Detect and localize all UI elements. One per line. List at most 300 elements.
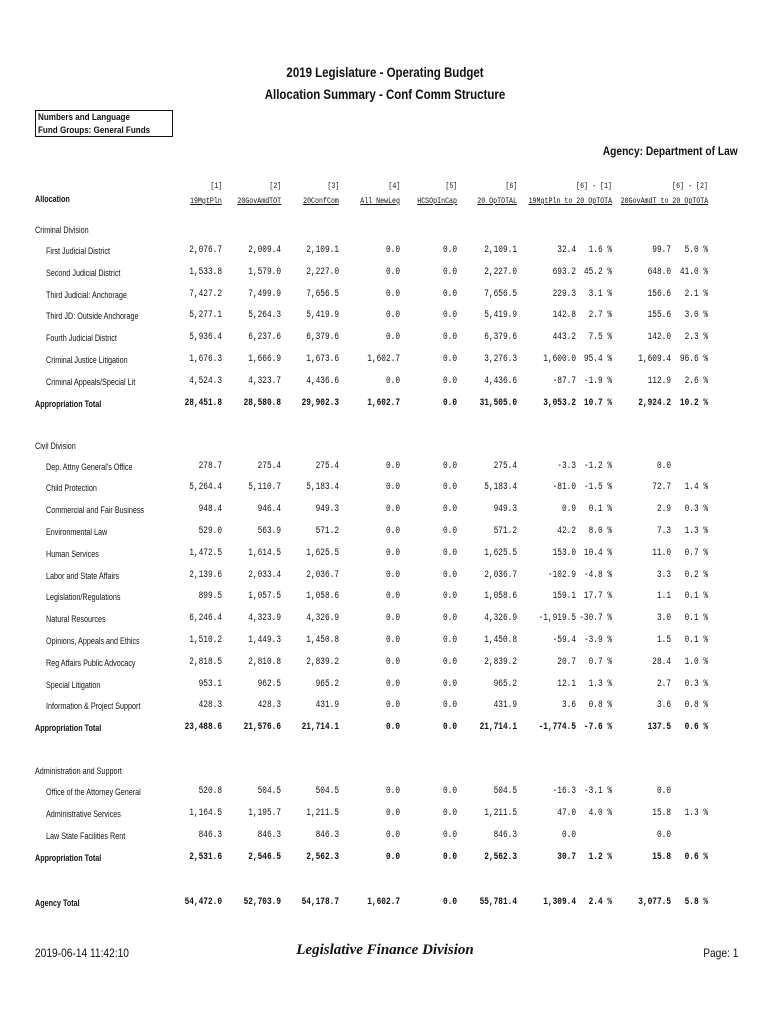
row-value: 948.4 [198,504,222,516]
row-value: 0.0 [385,245,400,256]
row-value: 0.0 [385,786,400,798]
row-value: 2,009.4 [248,245,281,256]
row-value: 0.0 [442,460,457,472]
header-col-name: 19MgtPln [190,196,222,206]
row-value: 4,326.9 [484,613,517,625]
header-col-index: [6] - [2] [672,181,708,191]
row-value: 1,058.6 [306,591,339,603]
appropriation-total-value: 0.6 % [684,851,708,863]
agency-total-value: 3,077.5 [638,897,671,908]
row-label: Child Protection [46,483,97,494]
row-value: 962.5 [257,678,281,690]
header-col-index: [6] [505,181,517,191]
appropriation-total-value: 15.8 [652,851,671,863]
row-value: 2,227.0 [484,266,517,278]
row-value: -16.3 [552,786,576,798]
row-label: Commercial and Fair Business [46,505,145,516]
header-col-name: HCSOpInCap [417,196,457,206]
row-value: 0.0 [656,786,671,798]
row-value: -87.7 [552,375,576,387]
row-label: Human Services [46,548,99,559]
row-value: 0.0 [442,678,457,690]
appropriation-total-value: 0.0 [385,722,400,734]
row-value: 5,277.1 [189,310,222,322]
appropriation-total-value: 21,576.6 [243,722,281,734]
row-value: 0.8 % [684,700,708,712]
row-value: 7.3 [656,526,671,537]
agency-total-value: 55,781.4 [479,897,517,908]
row-value: 0.7 % [588,656,612,668]
row-value: 3.3 [656,569,671,581]
row-value: 0.0 [442,547,457,559]
row-value: 965.2 [315,678,339,690]
row-value: 5,264.4 [189,482,222,494]
row-value: 0.0 [442,808,457,819]
row-value: 0.0 [385,808,400,819]
header-col-index: [3] [327,181,339,191]
agency-total-value: 2.4 % [588,897,612,908]
info-line-fund-groups: Fund Groups: General Funds [38,125,151,136]
row-value: 99.7 [652,245,671,256]
row-value: 0.0 [385,526,400,537]
header-col-name: All NewLeg [360,196,400,206]
appropriation-total-value: 1,602.7 [367,397,400,409]
row-value: 0.0 [442,656,457,668]
row-value: 0.0 [385,547,400,559]
header-col-index: [1] [210,181,222,191]
row-value: 0.2 % [684,569,708,581]
row-value: 428.3 [198,700,222,712]
row-label: Legislation/Regulations [46,592,121,603]
row-label: Second Judicial District [46,267,121,278]
row-value: 5,419.9 [306,310,339,322]
row-value: 504.5 [493,786,517,798]
row-value: 0.0 [385,288,400,300]
row-value: 1,472.5 [189,547,222,559]
row-value: 3.1 % [588,288,612,300]
row-value: 1,058.6 [484,591,517,603]
row-value: 1.4 % [684,482,708,494]
row-value: 431.9 [493,700,517,712]
section-heading: Civil Division [35,440,76,451]
header-allocation: Allocation [35,194,70,204]
row-value: 0.0 [442,354,457,365]
row-value: 1,666.9 [248,354,281,365]
row-value: 2.7 [656,678,671,690]
row-value: 846.3 [257,829,281,841]
row-value: 0.3 % [684,678,708,690]
fund-info-box [35,110,173,137]
row-value: 2,839.2 [306,656,339,668]
row-label: Criminal Appeals/Special Lit [46,376,136,387]
row-value: 0.0 [656,460,671,472]
appropriation-total-value: 0.6 % [684,722,708,734]
row-value: 1.0 % [684,656,708,668]
row-value: 2,839.2 [484,656,517,668]
row-value: -81.0 [552,482,576,494]
row-value: 0.0 [561,829,576,841]
row-value: 0.0 [385,310,400,322]
row-value: -3.1 % [583,786,612,798]
row-value: 2,818.5 [189,656,222,668]
row-value: 4,436.6 [484,375,517,387]
row-value: 45.2 % [583,266,612,278]
row-value: 0.0 [385,482,400,494]
row-value: 5.0 % [684,245,708,256]
row-value: 0.1 % [684,591,708,603]
row-value: 12.1 [557,678,576,690]
row-value: 648.0 [647,266,671,278]
row-value: 15.8 [652,808,671,819]
row-value: 0.0 [385,266,400,278]
row-value: 529.0 [198,526,222,537]
row-value: 142.0 [647,332,671,344]
row-value: 0.0 [385,656,400,668]
row-label: Labor and State Affairs [46,570,120,581]
row-label: Environmental Law [46,527,108,537]
row-value: 8.0 % [588,526,612,537]
row-value: 4,323.9 [248,613,281,625]
row-value: 0.3 % [684,504,708,516]
row-value: 11.0 [652,547,671,559]
row-value: 3.6 [561,700,576,712]
row-value: 47.0 [557,808,576,819]
agency-label: Agency: Department of Law [603,144,738,158]
row-value: 0.0 [442,613,457,625]
header-col-index: [5] [445,181,457,191]
row-value: 156.6 [647,288,671,300]
row-value: 0.1 % [588,504,612,516]
row-value: 5,936.4 [189,332,222,344]
row-value: 6,237.6 [248,332,281,344]
agency-total-value: 1,602.7 [367,897,400,908]
row-value: 0.0 [385,332,400,344]
appropriation-total-value: 0.0 [385,851,400,863]
row-value: 96.6 % [679,354,708,365]
row-value: 229.3 [552,288,576,300]
row-value: 2,033.4 [248,569,281,581]
row-value: 4,323.7 [248,375,281,387]
row-value: 1,450.8 [484,635,517,646]
row-value: 0.0 [442,245,457,256]
row-value: 7.5 % [588,332,612,344]
row-value: 965.2 [493,678,517,690]
row-value: 72.7 [652,482,671,494]
row-label: Law State Facilities Rent [46,830,126,841]
row-value: 2,139.6 [189,569,222,581]
row-value: 0.8 % [588,700,612,712]
appropriation-total-value: 10.2 % [679,397,708,409]
appropriation-total-value: 21,714.1 [479,722,517,734]
appropriation-total-value: 0.0 [442,722,457,734]
appropriation-total-value: 10.7 % [583,397,612,409]
appropriation-total-value: 2,546.5 [248,851,281,863]
row-value: 275.4 [257,460,281,472]
row-label: Fourth Judicial District [46,333,117,344]
row-value: 1,195.7 [248,808,281,819]
row-value: 1,164.5 [189,808,222,819]
row-value: 571.2 [315,526,339,537]
row-value: 3.0 [656,613,671,625]
row-value: 41.0 % [679,266,708,278]
appropriation-total-value: 30.7 [557,851,576,863]
report-subtitle: Allocation Summary - Conf Comm Structure [264,86,506,102]
row-value: 0.0 [385,678,400,690]
appropriation-total-value: 23,488.6 [184,722,222,734]
row-value: 5,183.4 [306,482,339,494]
row-value: -1.9 % [583,375,612,387]
header-col-index: [2] [269,181,281,191]
row-value: 20.7 [557,656,576,668]
row-value: -59.4 [552,635,576,646]
row-label: Reg Affairs Public Advocacy [46,657,136,668]
row-value: 7,656.5 [306,288,339,300]
row-label: Administrative Services [46,809,121,819]
row-value: 0.1 % [684,613,708,625]
row-value: 846.3 [315,829,339,841]
appropriation-total-label: Appropriation Total [35,723,102,734]
row-value: 1.3 % [684,526,708,537]
row-value: 0.0 [442,375,457,387]
row-value: 0.0 [385,591,400,603]
footer-page-number: Page: 1 [702,946,738,960]
row-value: 949.3 [315,504,339,516]
row-value: 443.2 [552,332,576,344]
row-value: 142.8 [552,310,576,322]
row-value: 1,579.0 [248,266,281,278]
appropriation-total-value: 3,053.2 [543,397,576,409]
row-value: 2,036.7 [484,569,517,581]
row-value: 1,600.0 [543,354,576,365]
row-value: 1.6 % [588,245,612,256]
row-value: 1,057.5 [248,591,281,603]
row-value: 32.4 [557,245,576,256]
row-value: 5,110.7 [248,482,281,494]
row-value: 1,449.3 [248,635,281,646]
row-value: 1,625.5 [306,547,339,559]
agency-total-value: 1,309.4 [543,897,576,908]
row-value: 0.0 [385,569,400,581]
row-value: 0.0 [385,829,400,841]
row-value: 2,109.1 [484,245,517,256]
row-value: 1.1 [656,591,671,603]
row-value: 0.0 [442,569,457,581]
section-heading: Administration and Support [35,766,122,777]
agency-total-value: 0.0 [442,897,457,908]
appropriation-total-value: 29,902.3 [301,397,339,409]
row-value: 1.3 % [684,808,708,819]
appropriation-total-value: -7.6 % [583,722,612,734]
row-value: 10.4 % [583,547,612,559]
row-value: -1,919.5 [538,613,576,625]
header-col-name: 19MgtPln to 20 OpTOTA [528,196,612,206]
row-value: 4.0 % [588,808,612,819]
row-value: 563.9 [257,526,281,537]
row-value: 1,450.8 [306,635,339,646]
row-value: 899.5 [198,591,222,603]
row-value: 42.2 [557,526,576,537]
row-value: 278.7 [198,460,222,472]
row-value: 6,379.6 [484,332,517,344]
row-value: 1.5 [656,635,671,646]
row-value: 28.4 [652,656,671,668]
row-value: 2.7 % [588,310,612,322]
row-value: 0.0 [385,460,400,472]
appropriation-total-value: 0.0 [442,851,457,863]
row-value: 0.0 [385,700,400,712]
row-value: 7,499.9 [248,288,281,300]
row-value: 2,109.1 [306,245,339,256]
row-value: 95.4 % [583,354,612,365]
row-label: Dep. Attny General's Office [46,461,133,472]
row-label: Third JD: Outside Anchorage [46,311,139,322]
row-value: 1,602.7 [367,354,400,365]
row-value: -30.7 % [579,613,612,625]
row-value: 6,246.4 [189,613,222,625]
row-value: 5,183.4 [484,482,517,494]
row-value: -1.5 % [583,482,612,494]
appropriation-total-value: 137.5 [647,722,671,734]
appropriation-total-value: 2,924.2 [638,397,671,409]
row-value: 428.3 [257,700,281,712]
appropriation-total-label: Appropriation Total [35,398,102,409]
row-value: 2,076.7 [189,245,222,256]
row-value: 275.4 [493,460,517,472]
row-value: -1.2 % [583,460,612,472]
row-value: 4,326.9 [306,613,339,625]
row-value: 275.4 [315,460,339,472]
row-label: Opinions, Appeals and Ethics [46,636,140,646]
row-value: 3,276.3 [484,354,517,365]
info-line-numbers: Numbers and Language [38,112,130,123]
appropriation-total-value: 21,714.1 [301,722,339,734]
row-value: 5,419.9 [484,310,517,322]
appropriation-total-label: Appropriation Total [35,852,102,863]
appropriation-total-value: 2,531.6 [189,851,222,863]
agency-total-value: 54,178.7 [301,897,339,908]
row-value: 3.6 [656,700,671,712]
row-value: 1,673.6 [306,354,339,365]
section-heading: Criminal Division [35,225,89,235]
header-col-name: 20GovAmdT to 20 OpTOTA [620,196,708,206]
row-value: 953.1 [198,678,222,690]
row-value: 0.0 [656,829,671,841]
row-value: 504.5 [315,786,339,798]
row-value: 693.2 [552,266,576,278]
row-value: 1,533.8 [189,266,222,278]
row-value: 7,427.2 [189,288,222,300]
row-value: 846.3 [198,829,222,841]
row-value: 949.3 [493,504,517,516]
row-value: 0.0 [442,786,457,798]
row-label: Criminal Justice Litigation [46,355,128,365]
row-value: 0.7 % [684,547,708,559]
row-value: 7,656.5 [484,288,517,300]
appropriation-total-value: 2,562.3 [484,851,517,863]
row-value: 1,211.5 [306,808,339,819]
row-value: 1,625.5 [484,547,517,559]
row-value: 0.0 [442,288,457,300]
agency-total-value: 54,472.0 [184,897,222,908]
row-value: 159.1 [552,591,576,603]
row-value: 0.0 [442,504,457,516]
appropriation-total-value: 2,562.3 [306,851,339,863]
row-value: 4,524.3 [189,375,222,387]
row-value: -3.9 % [583,635,612,646]
row-value: 0.0 [442,526,457,537]
footer-division: Legislative Finance Division [296,942,474,958]
row-value: 0.0 [385,375,400,387]
row-value: -102.9 [547,569,576,581]
agency-total-label: Agency Total [35,898,80,908]
row-value: 0.0 [442,266,457,278]
row-value: 2.3 % [684,332,708,344]
row-value: 153.0 [552,547,576,559]
row-value: 846.3 [493,829,517,841]
row-value: 0.0 [442,700,457,712]
row-value: 2,227.0 [306,266,339,278]
footer-datetime: 2019-06-14 11:42:10 [35,946,129,960]
row-value: 2.9 [656,504,671,516]
row-value: 1,211.5 [484,808,517,819]
row-value: 0.0 [442,591,457,603]
row-value: 0.0 [385,635,400,646]
row-value: 112.9 [647,375,671,387]
row-value: 1,609.4 [638,354,671,365]
row-value: 2,810.8 [248,656,281,668]
row-label: First Judicial District [46,246,111,256]
row-value: 946.4 [257,504,281,516]
appropriation-total-value: 28,451.8 [184,397,222,409]
appropriation-total-value: 1.2 % [588,851,612,863]
row-label: Office of the Attorney General [46,787,141,798]
header-col-name: 20 OpTOTAL [477,196,517,206]
row-value: 4,436.6 [306,375,339,387]
row-value: -4.8 % [583,569,612,581]
row-value: 431.9 [315,700,339,712]
row-value: 2.6 % [684,375,708,387]
row-value: 17.7 % [583,591,612,603]
row-value: 1.3 % [588,678,612,690]
row-label: Information & Project Support [46,701,141,712]
header-col-name: 20ConfCom [303,196,339,206]
row-value: 2,036.7 [306,569,339,581]
row-value: 0.0 [385,613,400,625]
row-value: 0.0 [442,310,457,322]
row-value: 5,264.3 [248,310,281,322]
report-title: 2019 Legislature - Operating Budget [286,64,484,80]
row-label: Third Judicial: Anchorage [46,289,127,300]
row-value: 0.9 [561,504,576,516]
row-value: 504.5 [257,786,281,798]
row-value: 6,379.6 [306,332,339,344]
row-label: Special Litigation [46,679,101,690]
appropriation-total-value: 0.0 [442,397,457,409]
agency-total-value: 5.8 % [684,897,708,908]
row-value: 1,676.3 [189,354,222,365]
appropriation-total-value: -1,774.5 [538,722,576,734]
row-value: 0.0 [385,504,400,516]
header-col-name: 20GovAmdTOT [237,196,281,206]
agency-total-value: 52,703.9 [243,897,281,908]
row-value: 3.0 % [684,310,708,322]
row-value: 0.0 [442,482,457,494]
row-value: 0.0 [442,332,457,344]
row-value: 520.8 [198,786,222,798]
row-value: 0.0 [442,635,457,646]
row-value: 2.1 % [684,288,708,300]
row-value: 155.6 [647,310,671,322]
